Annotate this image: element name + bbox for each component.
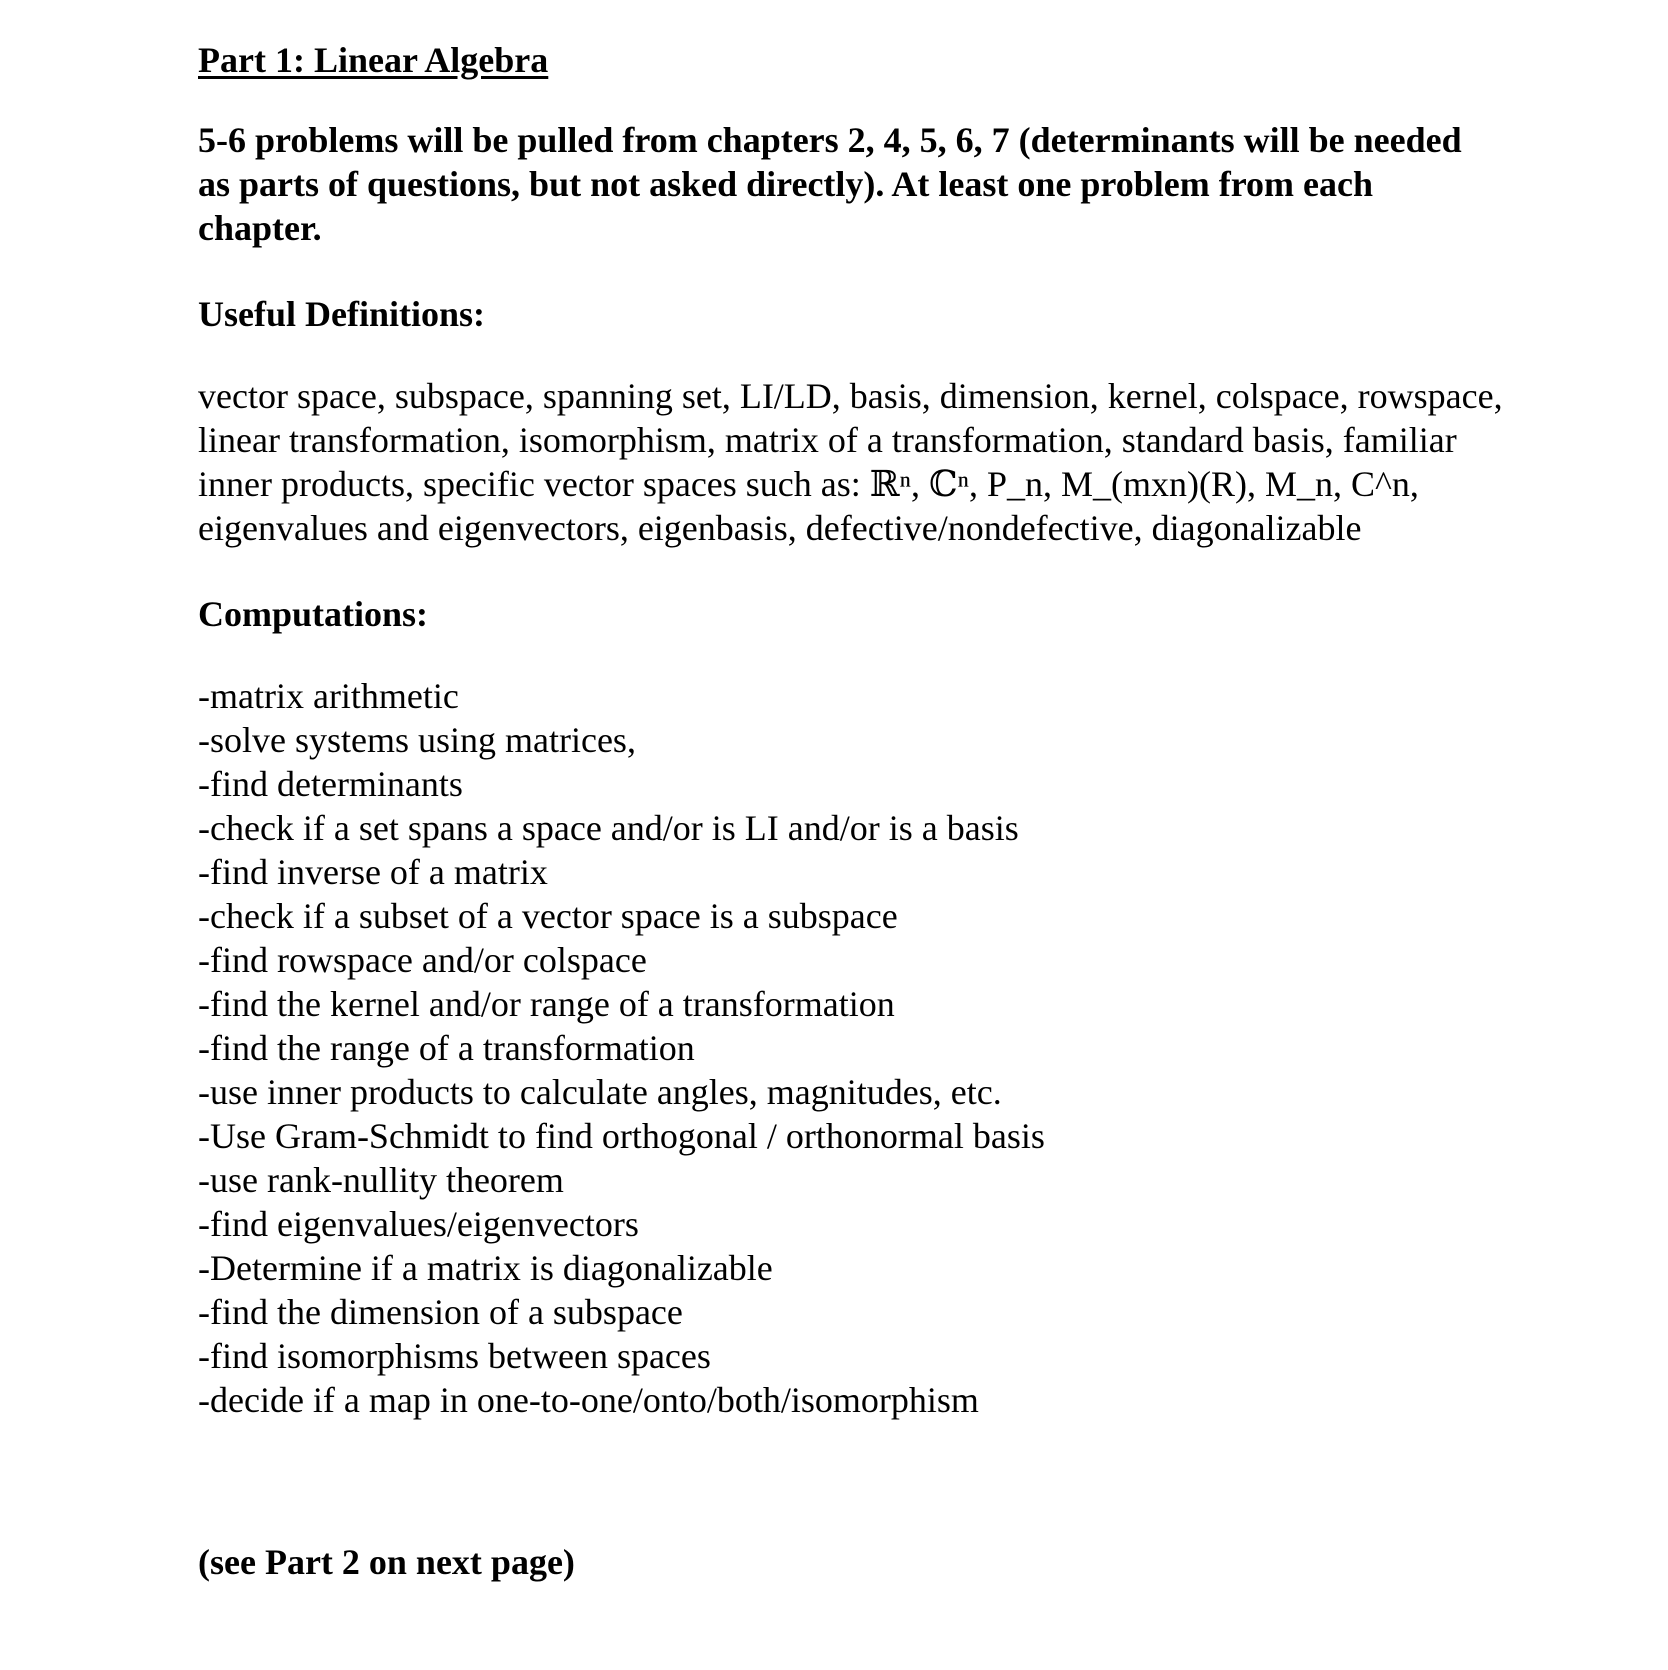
page-title: Part 1: Linear Algebra	[198, 40, 549, 80]
list-item: -matrix arithmetic	[198, 676, 459, 716]
list-item: -find determinants	[198, 764, 463, 804]
footer-note: (see Part 2 on next page)	[198, 1542, 575, 1582]
computations-list	[198, 674, 1528, 1422]
list-item: -find eigenvalues/eigenvectors	[198, 1204, 639, 1244]
list-item: -find the range of a transformation	[198, 1028, 695, 1068]
list-item: -find isomorphisms between spaces	[198, 1336, 711, 1376]
list-item: -Use Gram-Schmidt to find orthogonal / orthonormal basis	[198, 1116, 1045, 1156]
definitions-heading: Useful Definitions:	[198, 294, 485, 334]
list-item: -check if a subset of a vector space is a subspace	[198, 896, 898, 936]
list-item: -find the dimension of a subspace	[198, 1292, 683, 1332]
list-item: -find inverse of a matrix	[198, 852, 548, 892]
list-item: -check if a set spans a space and/or is LI and/or is a basis	[198, 808, 1019, 848]
list-item: -find the kernel and/or range of a transformation	[198, 984, 895, 1024]
list-item: -Determine if a matrix is diagonalizable	[198, 1248, 773, 1288]
definitions-paragraph: vector space, subspace, spanning set, LI/LD, basis, dimension, kernel, colspace, rowspace, linear transformation, isomorphism, matrix of a transformation, standard basis, familiar inner products, specific vector spaces such as: ℝⁿ, ℂⁿ, P_n, M_(mxn)(R), M_n, C^n, eigenvalues and eigenvectors, eigenbasis, defective/nondefective, diagonalizable	[198, 376, 1503, 548]
list-item: -decide if a map in one-to-one/onto/both/isomorphism	[198, 1380, 979, 1420]
list-item: -find rowspace and/or colspace	[198, 940, 647, 980]
list-item: -use rank-nullity theorem	[198, 1160, 564, 1200]
computations-heading: Computations:	[198, 594, 429, 634]
intro-paragraph: 5-6 problems will be pulled from chapters 2, 4, 5, 6, 7 (determinants will be needed as parts of questions, but not asked directly). At least one problem from each chapter.	[198, 120, 1462, 248]
document-page	[198, 36, 1528, 1584]
list-item: -solve systems using matrices,	[198, 720, 636, 760]
list-item: -use inner products to calculate angles, magnitudes, etc.	[198, 1072, 1002, 1112]
